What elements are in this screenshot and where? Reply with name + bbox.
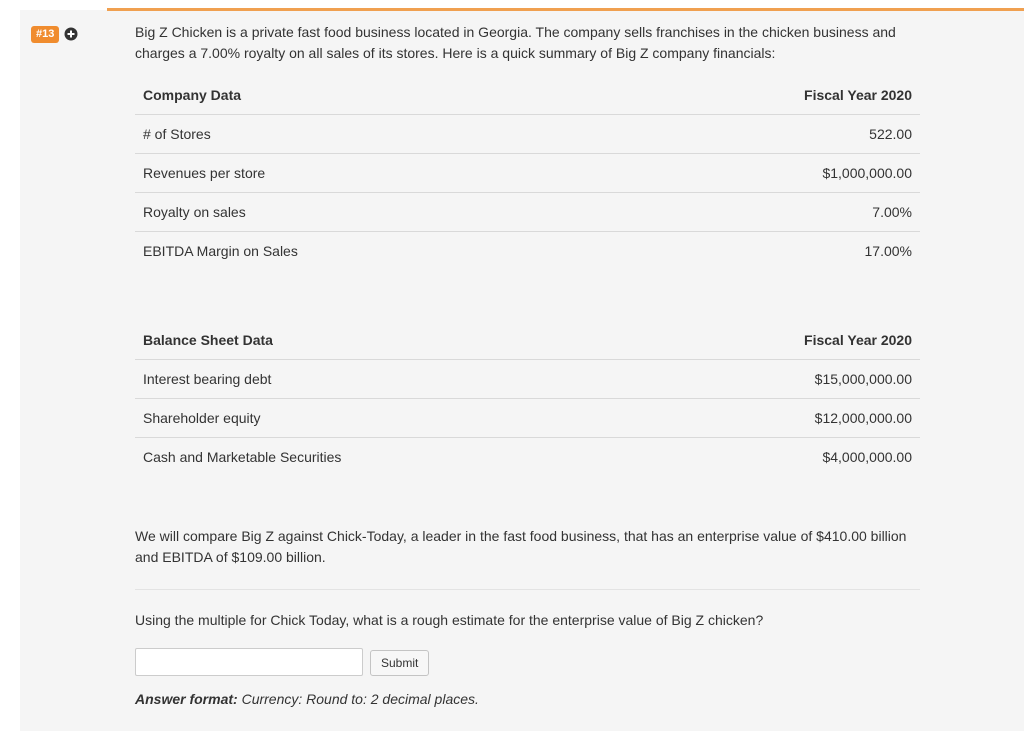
column-header: Company Data: [135, 75, 590, 115]
plus-circle-icon[interactable]: [64, 27, 78, 41]
row-value: $12,000,000.00: [632, 399, 920, 438]
answer-format: [135, 691, 479, 707]
table-row: [135, 399, 920, 438]
column-header: Fiscal Year 2020: [590, 75, 920, 115]
question-prompt: Using the multiple for Chick Today, what is a rough estimate for the enterprise value of Big Z chicken?: [135, 612, 764, 628]
table-row: [135, 360, 920, 399]
table-header-row: [135, 320, 920, 360]
row-value: $15,000,000.00: [632, 360, 920, 399]
row-label: Revenues per store: [135, 154, 590, 193]
row-label: EBITDA Margin on Sales: [143, 243, 298, 259]
question-top-border: [107, 8, 1024, 11]
row-label: Cash and Marketable Securities: [143, 449, 342, 465]
row-value: 7.00%: [590, 193, 920, 232]
table-header-row: [135, 75, 920, 115]
row-label: Royalty on sales: [135, 193, 590, 232]
question-body: [135, 22, 920, 64]
question-number-badge: #13: [31, 26, 59, 43]
row-label: # of Stores: [135, 115, 590, 154]
answer-format-value: Currency: Round to: 2 decimal places.: [241, 691, 479, 707]
comparison-text: We will compare Big Z against Chick-Today, a leader in the fast food business, that has an enterprise value of $410.00 billion and EBITDA of $109.00 billion.: [135, 528, 907, 565]
divider: [135, 589, 920, 590]
balance-sheet-table: [135, 320, 920, 476]
row-value: $4,000,000.00: [822, 449, 912, 465]
row-label: Shareholder equity: [135, 399, 632, 438]
question-intro: Big Z Chicken is a private fast food business located in Georgia. The company sells franchises in the chicken business and charges a 7.00% royalty on all sales of its stores. Here is a quick summary of Big Z company financials:: [135, 24, 896, 61]
answer-input[interactable]: [135, 648, 363, 676]
column-header: Fiscal Year 2020: [632, 320, 920, 360]
column-header: Balance Sheet Data: [135, 320, 632, 360]
table-row: [135, 232, 920, 271]
answer-format-label: Answer format:: [135, 691, 238, 707]
table-row: [135, 154, 920, 193]
row-value: 522.00: [590, 115, 920, 154]
row-label: Interest bearing debt: [135, 360, 632, 399]
row-value: 17.00%: [864, 243, 912, 259]
submit-button[interactable]: Submit: [370, 650, 429, 676]
row-value: $1,000,000.00: [590, 154, 920, 193]
company-data-table: [135, 75, 920, 270]
table-row: [135, 115, 920, 154]
table-row: [135, 438, 920, 477]
table-row: [135, 193, 920, 232]
